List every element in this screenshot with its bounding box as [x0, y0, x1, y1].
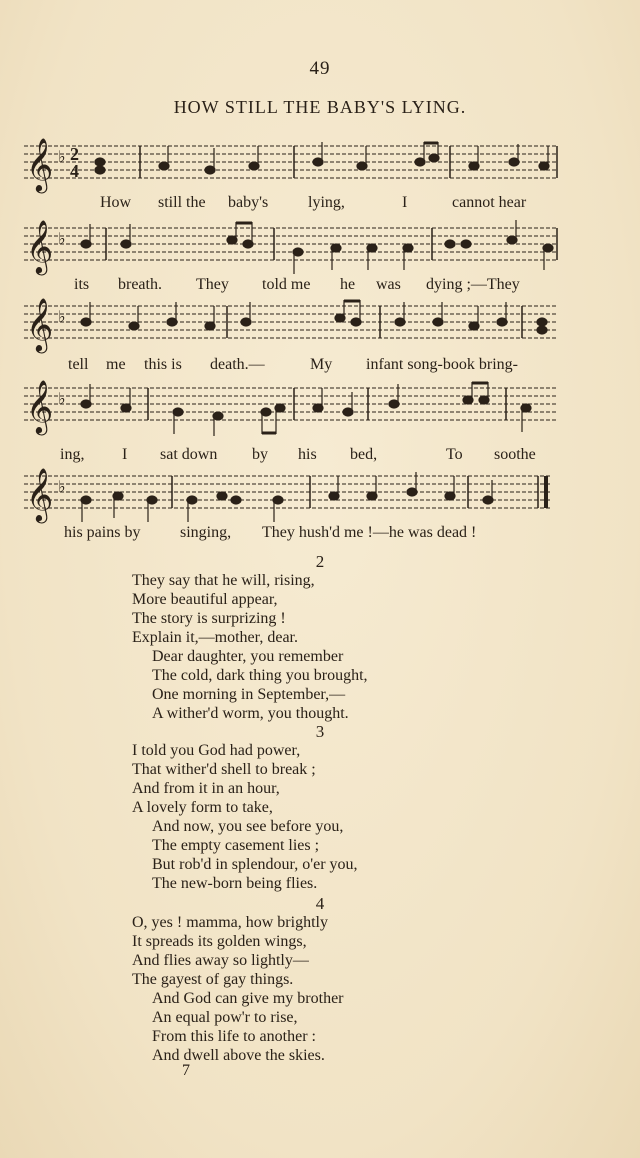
treble-clef-icon: 𝄞: [26, 380, 54, 433]
lyric-syllable: his pains by: [64, 524, 141, 541]
verse-line: A lovely form to take,: [132, 799, 273, 816]
lyric-syllable: They hush'd me !—he was dead !: [262, 524, 477, 541]
treble-clef-icon: 𝄞: [26, 468, 54, 521]
verse-line: From this life to another :: [152, 1028, 316, 1045]
staff-lines: [24, 476, 552, 508]
song-title: HOW STILL THE BABY'S LYING.: [173, 97, 467, 117]
treble-clef-icon: 𝄞: [26, 138, 54, 191]
verse-line: The story is surprizing !: [132, 610, 286, 627]
lyric-line-4: [0, 446, 640, 468]
lyric-syllable: he: [340, 276, 356, 293]
lyric-syllable: me: [106, 356, 126, 373]
verse-line: And flies away so lightly—: [132, 952, 309, 969]
lyric-line-3: [0, 356, 640, 378]
verse-line: O, yes ! mamma, how brightly: [132, 914, 328, 931]
verse-line: And from it in an hour,: [132, 780, 280, 797]
lyric-syllable: To: [446, 446, 463, 463]
verse-line: And now, you see before you,: [152, 818, 344, 835]
notes: [95, 142, 549, 174]
flat-icon: ♭: [58, 147, 66, 166]
verse-line: The new-born being flies.: [152, 875, 318, 892]
verse-line: Dear daughter, you remember: [152, 648, 344, 665]
verse-line: The gayest of gay things.: [132, 971, 294, 988]
verse-line: It spreads its golden wings,: [132, 933, 307, 950]
flat-icon: ♭: [58, 389, 66, 408]
flat-icon: ♭: [58, 307, 66, 326]
notes: [81, 472, 493, 522]
verse-line: And dwell above the skies.: [152, 1047, 325, 1064]
lyric-syllable: ing,: [60, 446, 85, 463]
lyric-syllable: cannot hear: [452, 194, 527, 211]
lyric-syllable: breath.: [118, 276, 162, 293]
lyric-syllable: singing,: [180, 524, 232, 541]
flat-icon: ♭: [58, 229, 66, 248]
lyric-syllable: soothe: [494, 446, 536, 463]
verse-line: But rob'd in splendour, o'er you,: [152, 856, 358, 873]
lyric-syllable: this is: [144, 356, 182, 373]
verse-number-2: 2: [315, 552, 325, 571]
verse-line: The cold, dark thing you brought,: [152, 667, 368, 684]
verse-line: More beautiful appear,: [132, 591, 278, 608]
lyric-line-2: [0, 276, 640, 298]
verse-line: I told you God had power,: [132, 742, 301, 759]
music-staff-4: [22, 380, 562, 450]
flat-icon: ♭: [58, 477, 66, 496]
verse-line: They say that he will, rising,: [132, 572, 315, 589]
staff-lines: [24, 228, 557, 260]
lyric-syllable: How: [100, 194, 132, 211]
lyric-syllable: by: [252, 446, 268, 463]
lyric-syllable: dying ;—They: [426, 276, 520, 293]
verse-line: An equal pow'r to rise,: [152, 1009, 298, 1026]
staff-lines: [24, 306, 557, 338]
lyric-syllable: bed,: [350, 446, 378, 463]
lyric-syllable: was: [376, 276, 401, 293]
notes: [81, 300, 547, 334]
lyric-syllable: still the: [158, 194, 206, 211]
lyric-syllable: sat down: [160, 446, 218, 463]
lyric-syllable: death.—: [210, 356, 265, 373]
lyric-syllable: They: [196, 276, 229, 293]
time-sig-top: 2: [70, 144, 79, 164]
treble-clef-icon: 𝄞: [26, 298, 54, 351]
verse-line: The empty casement lies ;: [152, 837, 320, 854]
lyric-syllable: tell: [68, 356, 89, 373]
lyric-syllable: infant song-book bring-: [366, 356, 518, 373]
verse-line: And God can give my brother: [152, 990, 344, 1007]
lyric-syllable: lying,: [308, 194, 345, 211]
time-sig-bottom: 4: [70, 161, 79, 181]
signature-mark: 7: [182, 1062, 190, 1079]
page-number: 49: [309, 58, 331, 79]
verse-number-3: 3: [315, 722, 325, 741]
lyric-line-5: [0, 524, 640, 546]
verse-line: One morning in September,—: [152, 686, 346, 703]
lyric-syllable: I: [402, 194, 408, 211]
lyric-syllable: I: [122, 446, 128, 463]
lyric-syllable: his: [298, 446, 317, 463]
verse-line: That wither'd shell to break ;: [132, 761, 316, 778]
lyric-line-1: [0, 194, 640, 216]
verse-number-4: 4: [315, 894, 325, 913]
lyric-syllable: baby's: [228, 194, 269, 211]
treble-clef-icon: 𝄞: [26, 220, 54, 273]
staff-lines: [24, 388, 557, 420]
lyric-syllable: told me: [262, 276, 311, 293]
verse-line: Explain it,—mother, dear.: [132, 629, 298, 646]
staff-notation-4: [22, 380, 562, 450]
verse-line: A wither'd worm, you thought.: [152, 705, 349, 722]
lyric-syllable: My: [310, 356, 333, 373]
lyric-syllable: its: [74, 276, 90, 293]
